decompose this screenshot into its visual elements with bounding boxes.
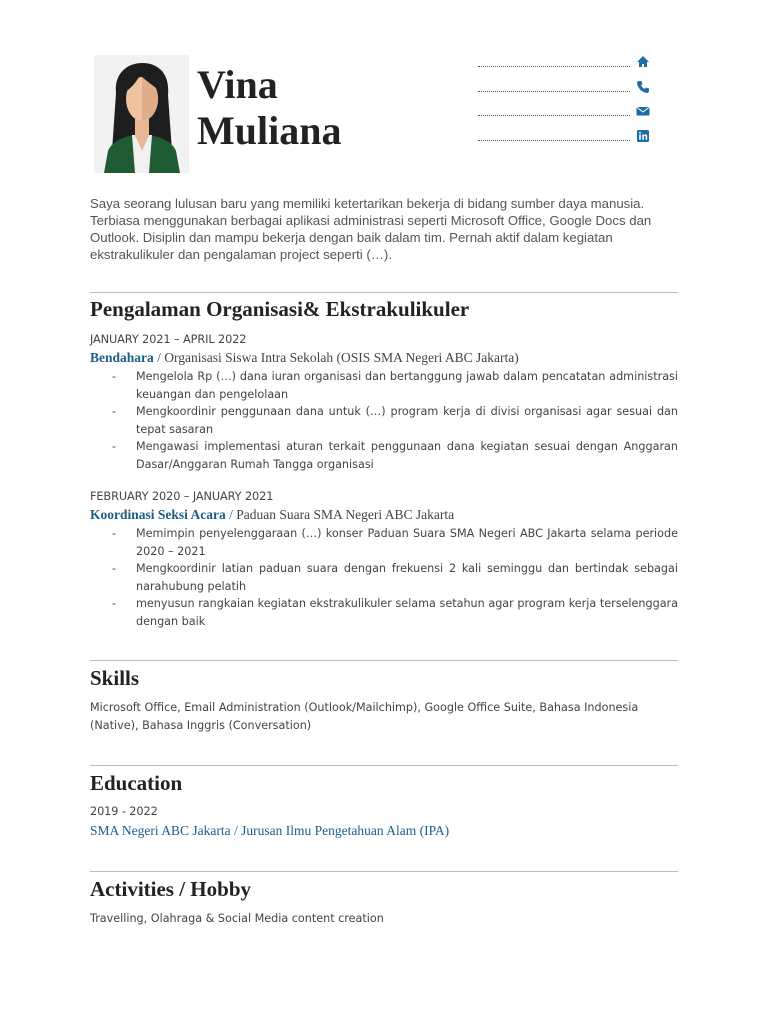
section-title-skills: Skills [90, 666, 140, 690]
activities-text: Travelling, Olahraga & Social Media content creation [90, 912, 384, 925]
linkedin-icon [636, 129, 650, 143]
section-title-organization: Pengalaman Organisasi& Ekstrakulikuler [90, 297, 470, 321]
avatar [94, 55, 189, 173]
section-divider [90, 292, 678, 293]
email-icon [636, 104, 650, 118]
list-item: - Mengkoordinir latian paduan suara dengan frekuensi 2 kali seminggu dan bertindak sebagai narahubung pelatih [112, 560, 678, 595]
last-name: Muliana [197, 108, 342, 153]
contact-email [478, 104, 660, 120]
home-icon [636, 55, 650, 69]
entry-position: Koordinasi Seksi Acara [90, 507, 226, 522]
section-title-education: Education [90, 771, 183, 795]
entry-organization: Paduan Suara SMA Negeri ABC Jakarta [236, 507, 455, 522]
entry-position: Bendahara [90, 350, 154, 365]
list-item: - Mengelola Rp (…) dana iuran organisasi dan bertanggung jawab dalam pencatatan administrasi keuangan dan pengelolaan [112, 368, 678, 403]
entry-date: FEBRUARY 2020 – JANUARY 2021 [90, 490, 274, 503]
entry-role [90, 350, 519, 366]
list-item: - Mengkoordinir penggunaan dana untuk (…) program kerja di divisi organisasi agar sesuai dan tepat sasaran [112, 403, 678, 438]
section-divider [90, 765, 678, 766]
entry-date: JANUARY 2021 – APRIL 2022 [90, 333, 247, 346]
section-divider [90, 871, 678, 872]
entry-separator: / [157, 350, 161, 365]
contact-linkedin-line [478, 140, 630, 141]
contact-phone-line [478, 91, 630, 92]
list-item: - Memimpin penyelenggaraan (…) konser Paduan Suara SMA Negeri ABC Jakarta selama periode 2020 – 2021 [112, 525, 678, 560]
education-school: SMA Negeri ABC Jakarta / Jurusan Ilmu Pengetahuan Alam (IPA) [90, 823, 450, 838]
section-divider [90, 660, 678, 661]
contact-address [478, 55, 660, 71]
section-title-activities: Activities / Hobby [90, 877, 251, 901]
list-item: - menyusun rangkaian kegiatan ekstrakulikuler selama setahun agar program kerja terselenggara dengan baik [112, 595, 678, 630]
education-years: 2019 - 2022 [90, 805, 158, 818]
entry-separator: / [229, 507, 233, 522]
entry-organization: Organisasi Siswa Intra Sekolah (OSIS SMA Negeri ABC Jakarta) [164, 350, 519, 365]
contact-email-line [478, 115, 630, 116]
entry-bullets [112, 525, 678, 630]
profile-summary: Saya seorang lulusan baru yang memiliki ketertarikan bekerja di bidang sumber daya manusia. Terbiasa menggunakan berbagai aplikasi administrasi seperti Microsoft Office, Google Docs dan Outlook. Disiplin dan mampu bekerja dengan baik dalam tim. Pernah aktif dalam kegiatan ekstrakulikuler dan pengalaman project seperti (…). [90, 196, 652, 262]
phone-icon [636, 80, 650, 94]
candidate-name [197, 62, 341, 154]
entry-role [90, 507, 454, 523]
entry-bullets [112, 368, 678, 473]
contact-linkedin [478, 129, 660, 145]
first-name: Vina [197, 62, 278, 107]
contact-address-line [478, 66, 630, 67]
list-item: - Mengawasi implementasi aturan terkait penggunaan dana kegiatan sesuai dengan Anggaran Dasar/Anggaran Rumah Tangga organisasi [112, 438, 678, 473]
skills-text: Microsoft Office, Email Administration (Outlook/Mailchimp), Google Office Suite, Bahasa Indonesia (Native), Bahasa Inggris (Conversation) [90, 701, 639, 732]
contact-phone [478, 80, 660, 96]
